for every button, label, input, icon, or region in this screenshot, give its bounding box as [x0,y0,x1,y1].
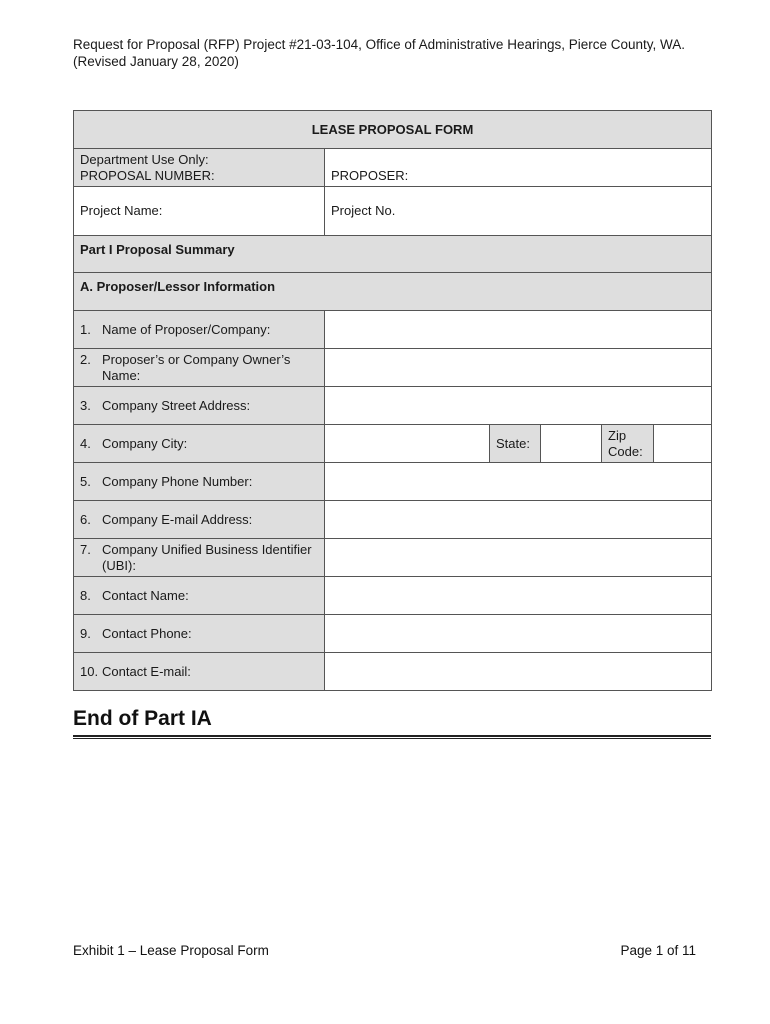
proposer-label: PROPOSER: [331,168,409,183]
project-no-label: Project No. [331,203,396,218]
section-title: A. Proposer/Lessor Information [74,273,712,311]
document-header: Request for Proposal (RFP) Project #21-03-104, Office of Administrative Hearings, Pierce County, WA. (Revised January 28, 2020) [73,37,686,69]
street-address-field[interactable] [325,387,712,425]
contact-phone-field[interactable] [325,615,712,653]
end-of-part-section [73,707,711,739]
field-label-contact-name: 8. Contact Name: [74,577,325,615]
field-label-contact-email: 10. Contact E-mail: [74,653,325,691]
footer-page-number: Page 1 of 11 [620,943,696,958]
company-phone-field[interactable] [325,463,712,501]
department-use-cell [74,149,325,187]
footer-exhibit-label: Exhibit 1 – Lease Proposal Form [73,943,269,958]
field-label-company-name: 1. Name of Proposer/Company: [74,311,325,349]
field-label-city: 4. Company City: [74,425,325,463]
state-field[interactable] [541,425,602,463]
owner-name-field[interactable] [325,349,712,387]
proposal-number-label: PROPOSAL NUMBER: [80,167,215,183]
field-label-contact-phone: 9. Contact Phone: [74,615,325,653]
contact-email-field[interactable] [325,653,712,691]
end-of-part-rule [73,735,711,739]
zip-field[interactable] [654,425,712,463]
zip-label-cell [602,425,654,463]
zip-label: Zip [608,427,627,443]
field-label-email: 6. Company E-mail Address: [74,501,325,539]
part-title: Part I Proposal Summary [74,236,712,273]
proposer-cell[interactable] [325,149,712,187]
project-no-cell[interactable] [325,187,712,236]
company-email-field[interactable] [325,501,712,539]
end-of-part-title: End of Part IA [73,707,212,730]
city-field[interactable] [325,425,490,463]
field-label-street-address: 3. Company Street Address: [74,387,325,425]
state-label: State: [490,425,541,463]
project-name-cell[interactable] [74,187,325,236]
company-name-field[interactable] [325,311,712,349]
field-label-owner-name: 2. Proposer’s or Company Owner’s Name: [74,349,325,387]
project-name-label: Project Name: [80,203,163,218]
department-use-label: Department Use Only: [80,151,209,167]
lease-proposal-form [73,110,712,691]
field-label-phone: 5. Company Phone Number: [74,463,325,501]
code-label: Code: [608,443,643,459]
field-label-ubi: 7. Company Unified Business Identifier (UBI): [74,539,325,577]
contact-name-field[interactable] [325,577,712,615]
form-title: LEASE PROPOSAL FORM [74,111,712,149]
ubi-field[interactable] [325,539,712,577]
